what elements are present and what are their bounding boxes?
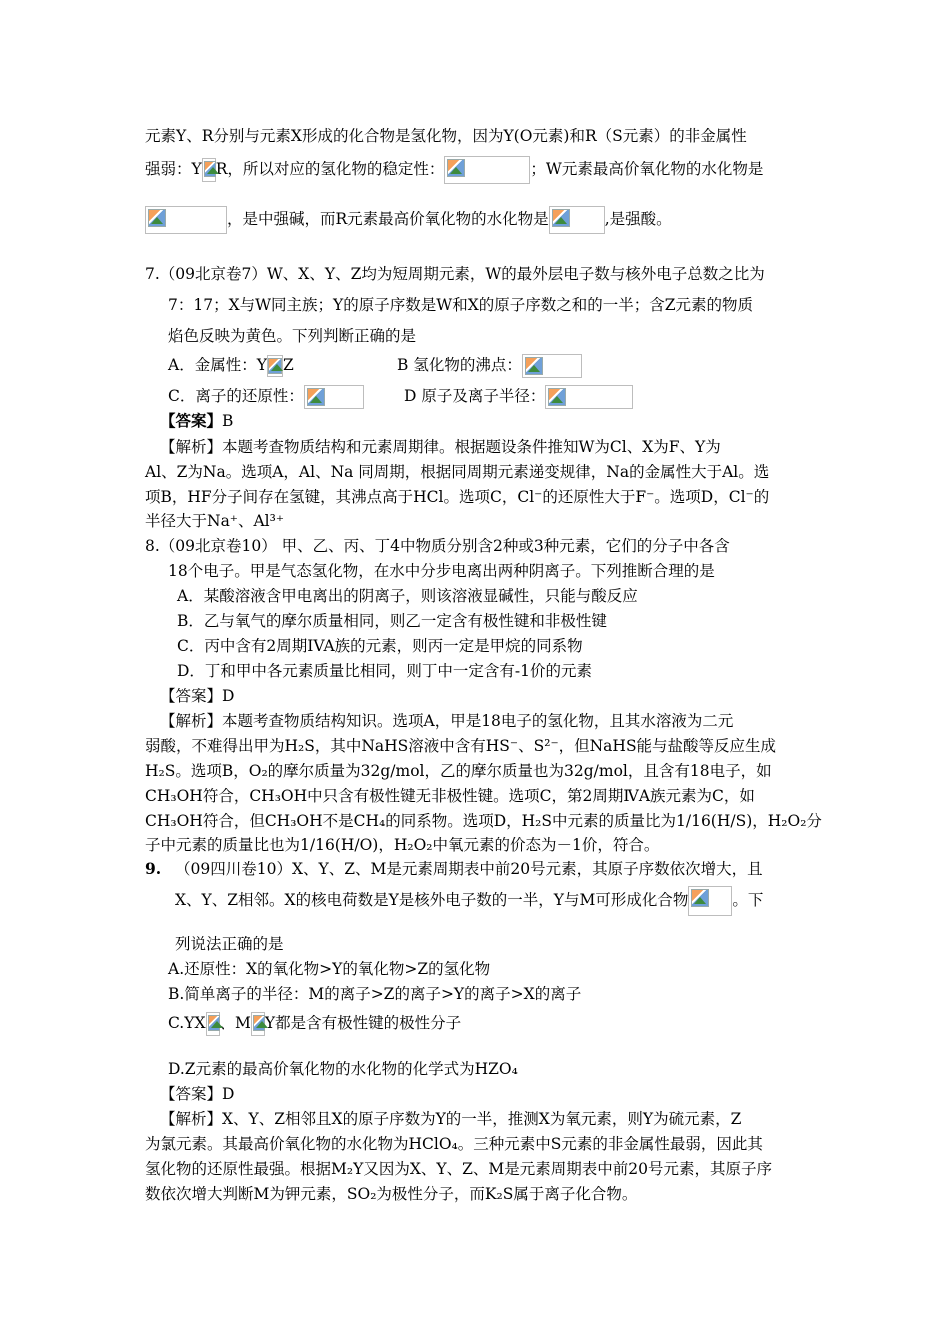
option-text: Y都是含有极性键的极性分子 <box>264 1014 462 1032</box>
question-7-stem: 焰色反映为黄色。下列判断正确的是 <box>168 327 417 345</box>
explanation-8: 【解析】本题考查物质结构知识。选项A，甲是18电子的氢化物，且其水溶液为二元 <box>160 712 734 730</box>
option-c <box>168 1012 461 1036</box>
option-d: D.Z元素的最高价氧化物的水化物的化学式为HZO₄ <box>168 1060 518 1078</box>
explanation-8: 子中元素的质量比也为1/16(H/O)，H₂O₂中氧元素的价态为－1价，符合。 <box>145 836 660 854</box>
text-fragment: R，所以对应的氢化物的稳定性： <box>215 160 445 178</box>
explanation-7: Al、Z为Na。选项A，Al、Na 同周期，根据同周期元素递变规律，Na的金属性大于Al。选 <box>145 463 770 481</box>
option-a <box>168 354 294 377</box>
option-a: A．某酸溶液含甲电离出的阴离子，则该溶液显碱性，只能与酸反应 <box>177 587 638 605</box>
explanation-8: 弱酸，不难得出甲为H₂S，其中NaHS溶液中含有HS⁻、S²⁻，但NaHS能与盐酸等反应生成 <box>145 737 777 755</box>
answer-7 <box>160 410 233 432</box>
explanation-8: CH₃OH符合，CH₃OH中只含有极性键无非极性键。选项C，第2周期ⅣA族元素为C，如 <box>145 787 755 805</box>
option-c <box>168 385 364 409</box>
text-fragment: 强弱：Y <box>145 160 202 178</box>
option-b: B．乙与氧气的摩尔质量相同，则乙一定含有极性键和非极性键 <box>177 612 607 630</box>
formula-image-icon <box>545 385 633 409</box>
explanation-9: 数依次增大判断M为钾元素，SO₂为极性分子，而K₂S属于离子化合物。 <box>145 1185 638 1203</box>
option-text: 、M <box>219 1014 251 1032</box>
option-d <box>404 385 633 409</box>
explanation-8: H₂S。选项B，O₂的摩尔质量为32g/mol，乙的摩尔质量也为32g/mol，且含有18电子，如 <box>145 762 772 780</box>
option-a: A.还原性：X的氧化物>Y的氧化物>Z的氢化物 <box>168 960 491 978</box>
explanation-7: 半径大于Na⁺、Al³⁺ <box>145 512 285 530</box>
explanation-8: CH₃OH符合，但CH₃OH不是CH₄的同系物。选项D，H₂S中元素的质量比为1/16(H/S)，H₂O₂分 <box>145 812 822 830</box>
question-8-stem: 18个电子。甲是气态氢化物，在水中分步电离出两种阴离子。下列推断合理的是 <box>168 562 715 580</box>
answer-label: 【答案】 <box>160 411 223 430</box>
question-8-stem: 8.（09北京卷10） 甲、乙、丙、丁4中物质分别含2种或3种元素，它们的分子中各含 <box>145 537 730 555</box>
option-text: Z <box>282 356 294 374</box>
question-9-stem: 列说法正确的是 <box>175 935 284 953</box>
formula-image-icon <box>304 385 364 409</box>
question-7-stem: 7.（09北京卷7）W、X、Y、Z均为短周期元素，W的最外层电子数与核外电子总数之比为 <box>145 265 765 283</box>
question-9-stem <box>175 886 763 916</box>
text-line: 元素Y、R分别与元素X形成的化合物是氢化物，因为Y(O元素)和R（S元素）的非金属性 <box>145 127 747 145</box>
formula-image-icon <box>145 206 227 234</box>
explanation-9: 为氯元素。其最高价氧化物的水化物为HClO₄。三种元素中S元素的非金属性最弱，因此其 <box>145 1135 763 1153</box>
formula-image-icon <box>267 355 283 377</box>
text-line <box>145 156 763 184</box>
text-fragment: ；W元素最高价氧化物的水化物是 <box>530 160 764 178</box>
formula-image-icon <box>688 886 732 916</box>
formula-image-icon <box>251 1012 265 1036</box>
formula-image-icon <box>522 354 582 378</box>
option-b: B.简单离子的半径：M的离子>Z的离子>Y的离子>X的离子 <box>168 985 582 1003</box>
formula-image-icon <box>202 158 216 182</box>
explanation-9: 氢化物的还原性最强。根据M₂Y又因为X、Y、Z、M是元素周期表中前20号元素，其原子序 <box>145 1160 772 1178</box>
question-9-number: 9. <box>145 859 162 878</box>
option-text: B 氢化物的沸点： <box>397 356 522 374</box>
text-fragment: X、Y、Z相邻。X的核电荷数是Y是核外电子数的一半，Y与M可形成化合物 <box>175 891 689 909</box>
answer-9: 【答案】D <box>160 1085 235 1103</box>
answer-value: B <box>222 412 234 430</box>
formula-image-icon <box>549 206 605 234</box>
option-text: D 原子及离子半径： <box>404 387 546 405</box>
option-text: A．金属性：Y <box>168 356 267 374</box>
option-d: D．丁和甲中各元素质量比相同，则丁中一定含有-1价的元素 <box>177 662 593 680</box>
formula-image-icon <box>206 1012 220 1036</box>
explanation-7: 项B，HF分子间存在氢键，其沸点高于HCl。选项C，Cl⁻的还原性大于F⁻。选项D，Cl⁻的 <box>145 488 770 506</box>
text-fragment: ，是中强碱，而R元素最高价氧化物的水化物是 <box>227 210 549 228</box>
explanation-7: 【解析】本题考查物质结构和元素周期律。根据题设条件推知W为Cl、X为F、Y为 <box>160 438 721 456</box>
option-text: C.YX <box>168 1014 206 1032</box>
question-9-stem: （09四川卷10）X、Y、Z、M是元素周期表中前20号元素，其原子序数依次增大，且 <box>175 860 763 878</box>
formula-image-icon <box>444 156 530 184</box>
option-c: C．丙中含有2周期IVA族的元素，则丙一定是甲烷的同系物 <box>177 637 583 655</box>
question-7-stem: 7：17；X与W同主族；Y的原子序数是W和X的原子序数之和的一半；含Z元素的物质 <box>168 296 754 314</box>
text-fragment: 。下 <box>732 891 764 909</box>
text-fragment: ,是强酸。 <box>604 210 672 228</box>
answer-8: 【答案】D <box>160 687 235 705</box>
text-line <box>145 206 672 234</box>
option-b <box>397 354 582 378</box>
option-text: C．离子的还原性： <box>168 387 304 405</box>
explanation-9: 【解析】X、Y、Z相邻且X的原子序数为Y的一半，推测X为氧元素，则Y为硫元素，Z <box>160 1110 742 1128</box>
